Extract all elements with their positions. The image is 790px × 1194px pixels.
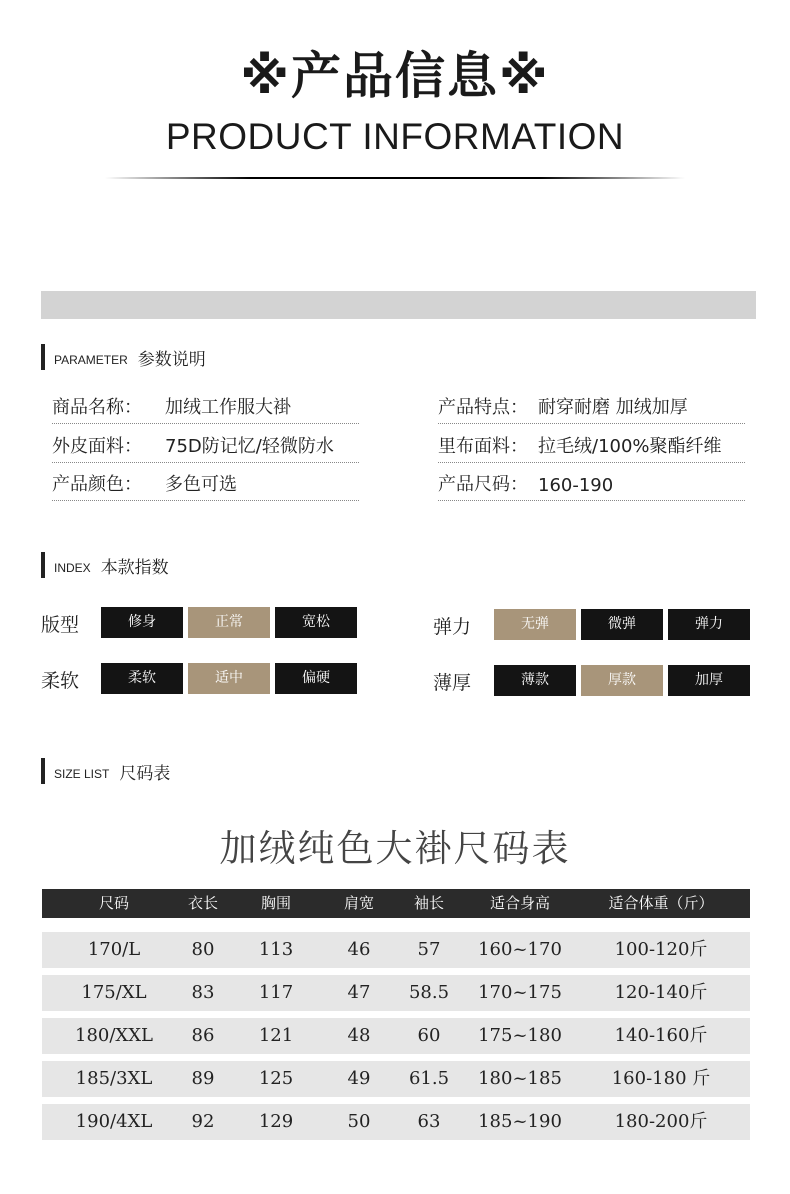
index-section-header — [41, 552, 169, 578]
index-label-thickness: 薄厚 — [433, 672, 472, 694]
param-label: 产品特点： — [438, 397, 528, 418]
section-label-cn: 本款指数 — [100, 557, 169, 578]
table-cell: 175~180 — [478, 1025, 562, 1046]
section-marker — [41, 552, 45, 578]
table-row — [42, 932, 750, 968]
section-label-cn: 参数说明 — [137, 349, 206, 370]
param-label: 里布面料： — [438, 436, 528, 457]
param-value: 多色可选 — [165, 474, 237, 495]
table-header-cell: 适合身高 — [489, 894, 551, 912]
param-row — [52, 424, 359, 463]
section-marker — [41, 344, 45, 370]
table-cell: 175/XL — [81, 982, 147, 1003]
table-cell: 50 — [347, 1111, 371, 1132]
index-option-chip: 厚款 — [581, 665, 663, 696]
table-header-cell: 袖长 — [413, 894, 445, 912]
page-title: ※产品信息※ — [240, 47, 550, 105]
table-cell: 160-180 斤 — [611, 1068, 711, 1089]
index-label-elasticity: 弹力 — [433, 616, 472, 638]
index-option-chip: 微弹 — [581, 609, 663, 640]
page-subtitle: PRODUCT INFORMATION — [165, 116, 625, 157]
table-cell: 46 — [347, 939, 371, 960]
table-cell: 125 — [258, 1068, 294, 1089]
parameter-right-column — [438, 394, 745, 501]
table-cell: 180-200斤 — [614, 1111, 708, 1132]
param-row — [438, 394, 745, 424]
table-cell: 185/3XL — [75, 1068, 153, 1089]
table-cell: 117 — [258, 982, 294, 1003]
table-row — [42, 1104, 750, 1140]
table-cell: 80 — [191, 939, 215, 960]
table-cell: 92 — [191, 1111, 215, 1132]
index-option-chip: 偏硬 — [275, 663, 357, 694]
table-header-cell: 适合体重（斤） — [608, 894, 714, 912]
index-option-chip: 弹力 — [668, 609, 750, 640]
table-cell: 140-160斤 — [614, 1025, 708, 1046]
param-value: 拉毛绒/100%聚酯纤维 — [538, 436, 722, 457]
table-cell: 129 — [258, 1111, 294, 1132]
table-header-cell: 肩宽 — [343, 894, 375, 912]
title-divider — [105, 177, 685, 179]
section-label-cn: 尺码表 — [119, 763, 171, 784]
size-table-header — [42, 889, 750, 918]
index-label-softness: 柔软 — [41, 670, 80, 692]
parameter-section-header — [41, 344, 206, 370]
banner-strip — [41, 291, 756, 319]
table-cell: 185~190 — [478, 1111, 562, 1132]
table-cell: 113 — [258, 939, 294, 960]
table-cell: 180/XXL — [74, 1025, 154, 1046]
table-header-cell: 尺码 — [98, 894, 130, 912]
section-label-en: INDEX — [54, 560, 91, 575]
param-label: 产品尺码： — [438, 474, 528, 495]
section-marker — [41, 758, 45, 784]
param-value: 160-190 — [538, 475, 614, 496]
param-value: 75D防记忆/轻微防水 — [165, 436, 334, 457]
index-option-chip: 薄款 — [494, 665, 576, 696]
param-value: 耐穿耐磨 加绒加厚 — [538, 397, 688, 418]
param-label: 产品颜色： — [52, 474, 142, 495]
table-cell: 86 — [191, 1025, 215, 1046]
index-option-chip: 适中 — [188, 663, 270, 694]
table-cell: 48 — [347, 1025, 371, 1046]
table-cell: 60 — [417, 1025, 441, 1046]
param-value: 加绒工作服大褂 — [165, 397, 291, 418]
table-cell: 190/4XL — [75, 1111, 153, 1132]
table-cell: 120-140斤 — [614, 982, 708, 1003]
table-header-cell: 衣长 — [187, 894, 219, 912]
param-row — [52, 463, 359, 501]
table-cell: 49 — [347, 1068, 371, 1089]
index-label-fit: 版型 — [41, 614, 80, 636]
param-row — [438, 424, 745, 463]
index-option-chip: 柔软 — [101, 663, 183, 694]
table-header-cell: 胸围 — [260, 894, 292, 912]
table-row — [42, 975, 750, 1011]
parameter-left-column — [52, 394, 359, 501]
index-option-chip: 加厚 — [668, 665, 750, 696]
size-table-title: 加绒纯色大褂尺码表 — [219, 827, 571, 870]
index-option-chip: 修身 — [101, 607, 183, 638]
section-label-en: SIZE LIST — [54, 766, 110, 781]
table-cell: 180~185 — [478, 1068, 562, 1089]
section-label-en: PARAMETER — [54, 352, 128, 367]
param-row — [52, 394, 359, 424]
table-cell: 170/L — [87, 939, 141, 960]
table-cell: 160~170 — [478, 939, 562, 960]
table-cell: 170~175 — [478, 982, 562, 1003]
table-cell: 57 — [417, 939, 441, 960]
table-cell: 61.5 — [408, 1068, 450, 1089]
table-cell: 58.5 — [408, 982, 450, 1003]
param-label: 外皮面料： — [52, 436, 142, 457]
param-label: 商品名称： — [52, 397, 142, 418]
table-row — [42, 1061, 750, 1097]
index-option-chip: 宽松 — [275, 607, 357, 638]
table-cell: 47 — [347, 982, 371, 1003]
table-cell: 100-120斤 — [614, 939, 708, 960]
table-cell: 83 — [191, 982, 215, 1003]
param-row — [438, 463, 745, 501]
table-row — [42, 1018, 750, 1054]
index-option-chip: 无弹 — [494, 609, 576, 640]
table-cell: 89 — [191, 1068, 215, 1089]
table-cell: 63 — [417, 1111, 441, 1132]
table-cell: 121 — [258, 1025, 294, 1046]
index-option-chip: 正常 — [188, 607, 270, 638]
size-section-header — [41, 758, 170, 784]
